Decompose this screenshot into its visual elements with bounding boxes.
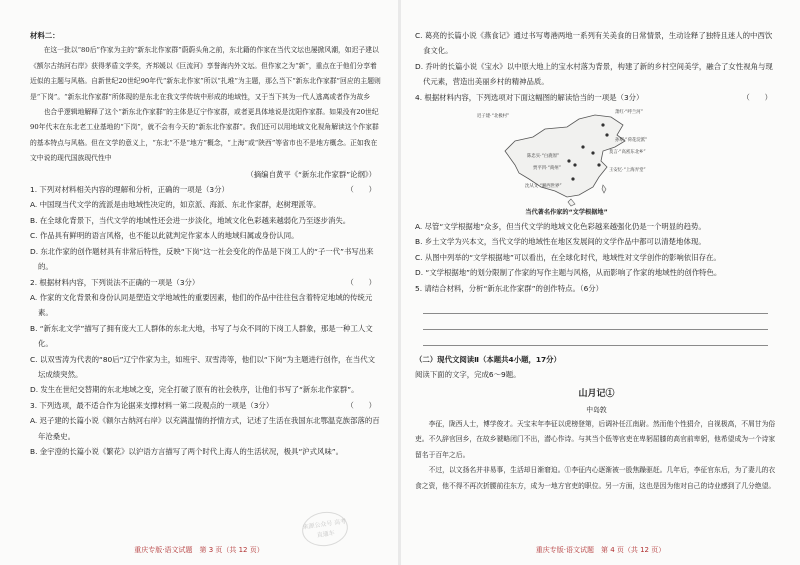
map-marker [567,159,570,162]
option-d: D. “文学根据地”的划分限制了作家的写作主题与风格，从而影响了作家的地域性的创作特色。 [415,268,722,278]
map-label: 迟子建·“北极村” [477,114,510,120]
watermark-stamp: 来源公众号 高考直通车 [300,509,350,549]
option-a: A. 中国现当代文学的流派是由地域性决定的，如京派、海派、东北作家群，赵树理派等。 [30,200,321,210]
question-stem: 4. 根据材料内容，下列选项对下面这幅图的解读恰当的一项是（3分） [415,92,644,102]
section-instruction: 阅读下面的文字，完成6～9题。 [415,370,521,380]
map-label: 孙犁·“荷花淀派” [615,138,648,144]
story-paragraph: 李征，陇西人士，博学俊才。天宝末年李征以虎榜登第，后调补任江南尉。然而他个性狷介，自视极高，不屑甘为俗吏。不久辞官回乡，在故乡虢略闭门不出，潜心作诗。与其当个低等官吏在卑躬屈膝的高官前卑躬，他希望成为一个诗家留名于百年之后。 [415,419,776,459]
map-marker [605,133,608,136]
map-outline [505,115,625,197]
answer-line[interactable] [423,330,768,346]
option-b: B. “新东北文学”描写了拥有庞大工人群体的东北大地，书写了与众不同的下岗工人群象，那是一种工人文化。 [30,323,373,349]
option-c: C. 葛亮的长篇小说《燕食记》通过书写粤港两地一系列有关美食的日常情景，生动诠释了独特且迷人的中西饮食文化。 [415,31,773,56]
map-label: 贾平凹·“商州” [533,166,561,172]
material-title: 材料二： [30,31,60,40]
option-b: B. 乡土文学为兴本文，当代文学的地域性在地区发展间的文学作品中都可以清楚地体现。 [415,237,706,247]
answer-line[interactable] [423,314,768,330]
option-d: D. 发生在世纪交替期的东北地域之变，完全打破了原有的社会秩序，让他们书写了“新东北作家群”。 [30,385,359,395]
story-paragraph: 不过，以文扬名并非易事，生活却日渐窘迫。①李征内心逐渐被一股焦躁驱赶。几年后，李征官东后，为了妻儿的衣食之资，他不得不再次折腰前往东方，成为一地方官吏的职位。另一方面，这也是因为他对自己的诗业感到了几分绝望。 [415,466,776,490]
map-marker [591,151,594,154]
source-reference: （摘编自黄平《“新东北作家群”论纲》） [246,169,376,179]
map-caption: 当代著名作家的“文学根据地” [525,209,608,217]
section-heading: （二）现代文阅读Ⅱ（本题共4小题，17分） [415,355,561,365]
answer-bracket[interactable]: （ ） [742,92,772,102]
option-b: B. 在全球化背景下，当代文学的地域性还会进一步淡化，地域文化色彩越来越弱化乃至逐步消失。 [30,215,351,225]
option-c: C. 作品具有鲜明的语言风格，也不能以此就判定作家本人的地域归属或身份认同。 [30,231,299,241]
question-stem: 2. 根据材料内容，下列说法不正确的一项是（3分） [30,277,200,287]
option-a: A. 迟子建的长篇小说《额尔古纳河右岸》以充满温情的抒情方式，记述了生活在我国东北鄂温克族部落的百年沧桑史。 [30,416,380,441]
question-stem: 3. 下列选项，最不适合作为论据来支撑材料一第二段观点的一项是（3分） [30,400,274,410]
answer-bracket[interactable]: （ ） [346,185,376,195]
map-marker [573,163,576,166]
option-c: C. 从图中列举的“文学根据地”可以看出，在全球化时代，地域性对文学创作的影响依旧存在。 [415,252,721,262]
exam-page-3 [0,0,398,565]
option-a: A. 作家的文化背景和身份认同是塑造文学地域性的重要因素，他们的作品中往往包含着特定地域的传统元素。 [30,292,373,318]
map-marker [601,123,604,126]
china-map [475,107,655,207]
option-c: C. 以双雪涛为代表的“80后”辽宁作家为主，如班宇、双雪涛等，他们以“下岗”为主题进行创作，在当代文坛成绩突然。 [30,354,375,379]
question-stem: 1. 下列对材料相关内容的理解和分析，正确的一项是（3分） [30,185,229,195]
story-title: 山月记① [578,388,615,399]
answer-area[interactable] [415,298,778,346]
option-b: B. 金宇澄的长篇小说《繁花》以沪语方言描写了两个时代上海人的生活状况，极具“沪式风味”。 [30,446,344,456]
question-3 [30,398,382,413]
map-marker [581,145,584,148]
map-label: 王安忆·“上海弄堂” [609,168,646,174]
answer-line[interactable] [423,298,768,314]
material-paragraph: 也合乎逻辑地解释了这个“新东北作家群”的主体是辽宁作家群，或者更具体地说是沈阳作家群。如果没有20世纪90年代末在东北老工业基地的“下岗”，就不会有今天的“新东北作家群”。我们还可以用地域文化视角解读这个作家群的基本特点与风格。但在文学的意义上，“东北”不是“地方”概念，“上海”或“陕西”等省市也不是地方概念。正如我在文中说的现代国族现代性中 [30,108,379,163]
option-d: D. 乔叶的长篇小说《宝水》以中原大地上的宝水村落为背景，构建了新的乡村空间美学，融合了女性视角与现代元素，营造出美丽乡村的精神品质。 [415,61,773,87]
map-marker [597,163,600,166]
map-marker [571,177,574,180]
map-label: 萧红·“呼兰河” [615,110,643,116]
china-map-figure [475,107,655,207]
page-footer: 重庆专版·语文试题 第 4 页（共 12 页） [535,546,666,554]
question-5: 5. 请结合材料，分析“新东北作家群”的创作特点。（6分） [415,283,604,293]
answer-bracket[interactable]: （ ） [346,400,376,410]
exam-page-4 [401,0,800,565]
question-4 [415,90,778,105]
map-label: 沈从文·“湘西世界” [525,184,562,190]
option-a: A. 尽管“文学根据地”众多，但当代文学的地域文化色彩越来越强化仍是一个明显的趋势。 [415,222,706,232]
question-1 [30,182,382,197]
answer-bracket[interactable]: （ ） [346,277,376,287]
material-paragraph: 在这一批以“80后”作家为主的“新东北作家群”蔚蔚头角之前，东北籍的作家在当代文坛也屡掀风潮，如迟子建以《额尔古纳河右岸》获得茅盾文学奖，齐邦媛以《巨流河》享誉海内外文坛。但作家之为“新”，重点在于他们分享着近似的主题与风格。自新世纪20世纪90年代“新东北作家”所以“扎堆”为主题，那么当下“新东北作家群”回应的主题则是“下岗”。“新东北作家群”所体现的是东北在我文学传统中形成的地域性，又于当下其为一代人逃离或者作为故乡 [30,46,381,101]
map-label: 陈忠实·“白鹿原” [527,154,560,160]
map-label: 莫言·“高密东北乡” [609,150,646,156]
page-footer: 重庆专版·语文试题 第 3 页（共 12 页） [134,546,264,554]
story-author: 中岛敦 [586,405,607,414]
question-2 [30,275,382,290]
option-d: D. 东北作家的创作题材具有非常后特性，反映“下岗”这一社会变化的作品是下岗工人的“子一代”书写出来的。 [30,246,374,272]
